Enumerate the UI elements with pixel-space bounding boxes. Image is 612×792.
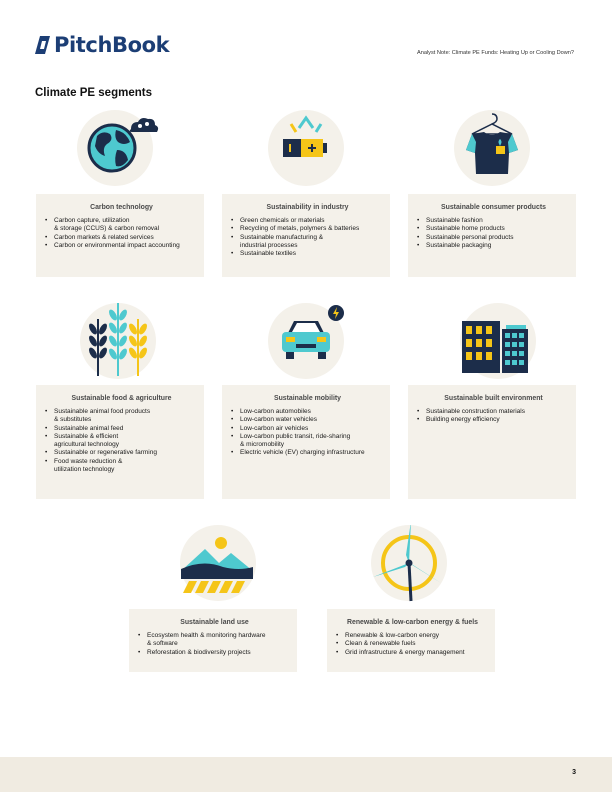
list-item: • Sustainable animal feed	[54, 425, 198, 433]
segment-box	[129, 609, 297, 672]
list-item: • Building energy efficiency	[426, 416, 570, 424]
buildings-icon	[442, 301, 542, 381]
logo-text: PitchBook	[54, 33, 170, 57]
section-title: Climate PE segments	[35, 87, 152, 99]
segment-title: Sustainable land use	[180, 619, 249, 626]
list-item: • Sustainable home products	[426, 225, 570, 233]
list-item: • Recycling of metals, polymers & batteries	[240, 225, 384, 233]
footer	[0, 757, 612, 792]
segment-title: Sustainable built environment	[444, 395, 543, 402]
segment-title: Sustainable consumer products	[441, 204, 546, 211]
list-item: • Low-carbon air vehicles	[240, 425, 384, 433]
segment-box	[408, 194, 576, 277]
list-item: • Low-carbon automobiles	[240, 408, 384, 416]
list-item: • Reforestation & biodiversity projects	[147, 649, 291, 657]
segment-title: Sustainable food & agriculture	[71, 395, 172, 402]
page-number: 3	[572, 769, 576, 776]
list-item: • Sustainable animal food products & substitutes	[54, 408, 198, 425]
list-item: • Electric vehicle (EV) charging infrastructure	[240, 449, 384, 457]
list-item: • Sustainable textiles	[240, 250, 384, 258]
segment-title: Carbon technology	[90, 204, 153, 211]
list-item: • Food waste reduction & utilization technology	[54, 458, 198, 475]
segment-title: Sustainable mobility	[273, 395, 341, 402]
list-item: • Sustainable packaging	[426, 242, 570, 250]
segment-box	[36, 385, 204, 499]
segment-box	[222, 385, 390, 499]
globe-cloud-icon	[70, 110, 170, 190]
list-item: • Green chemicals or materials	[240, 217, 384, 225]
list-item: • Clean & renewable fuels	[345, 640, 489, 648]
wheat-icon	[70, 301, 170, 381]
list-item: • Carbon markets & related services	[54, 234, 198, 242]
list-item: • Sustainable fashion	[426, 217, 570, 225]
wind-turbine-icon	[361, 525, 461, 605]
list-item: • Carbon or environmental impact accounting	[54, 242, 198, 250]
electric-car-icon	[256, 301, 356, 381]
shirt-hanger-icon	[442, 110, 542, 190]
list-item: • Low-carbon water vehicles	[240, 416, 384, 424]
list-item: • Renewable & low-carbon energy	[345, 632, 489, 640]
segment-box	[327, 609, 495, 672]
segment-box	[36, 194, 204, 277]
recycle-battery-icon	[256, 110, 356, 190]
list-item: • Grid infrastructure & energy management	[345, 649, 489, 657]
pitchbook-logo	[35, 33, 169, 57]
list-item: • Sustainable construction materials	[426, 408, 570, 416]
list-item: • Sustainable & efficient agricultural technology	[54, 433, 198, 450]
list-item: • Ecosystem health & monitoring hardware & software	[147, 632, 291, 649]
list-item: • Sustainable personal products	[426, 234, 570, 242]
segment-box	[222, 194, 390, 277]
list-item: • Low-carbon public transit, ride-sharing & micromobility	[240, 433, 384, 450]
list-item: • Sustainable or regenerative farming	[54, 449, 198, 457]
header-note: Analyst Note: Climate PE Funds: Heating Up or Cooling Down?	[416, 50, 574, 56]
list-item: • Carbon capture, utilization & storage (CCUS) & carbon removal	[54, 217, 198, 234]
pitchbook-logo-icon	[35, 35, 51, 55]
list-item: • Sustainable manufacturing & industrial processes	[240, 234, 384, 251]
segment-box	[408, 385, 576, 499]
segment-title: Renewable & low-carbon energy & fuels	[347, 619, 478, 626]
segment-title: Sustainability in industry	[266, 204, 349, 211]
landscape-icon	[163, 525, 263, 605]
